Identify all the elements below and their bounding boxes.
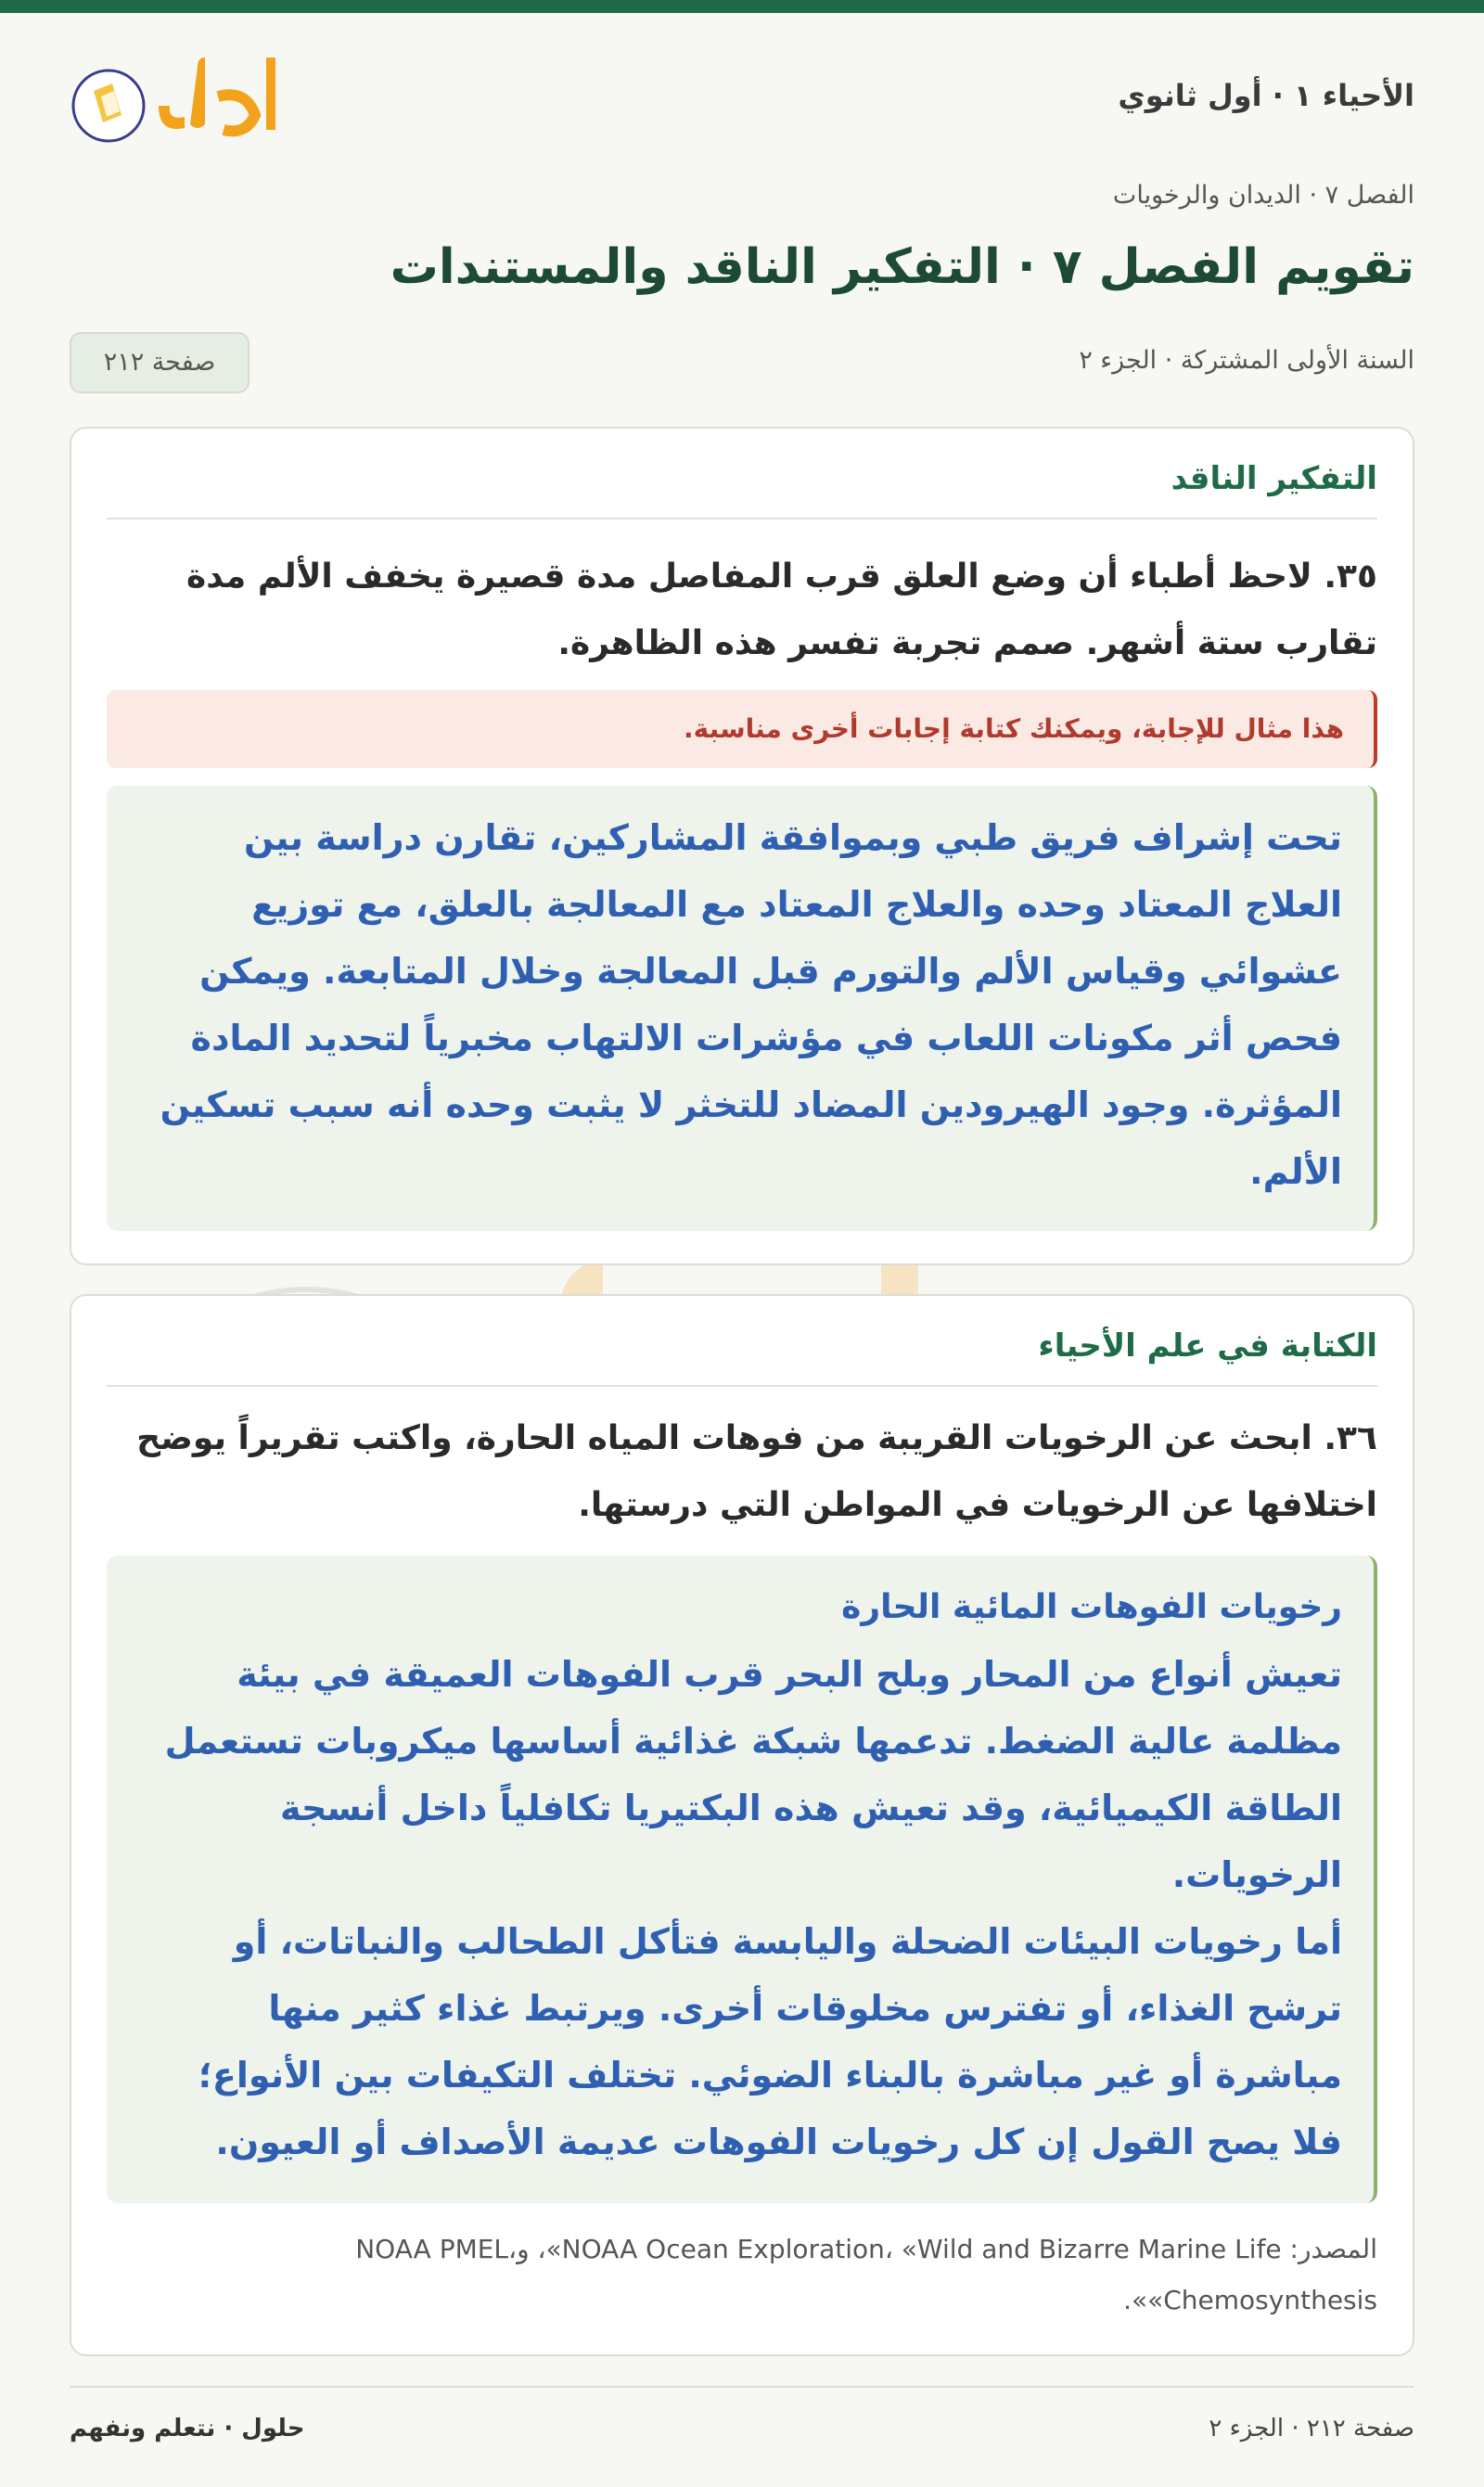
answer-36	[107, 1556, 1377, 2203]
question-36: ٣٦. ابحث عن الرخويات القريبة من فوهات المياه الحارة، واكتب تقريراً يوضح اختلافها عن الرخويات في المواطن التي درستها.	[136, 1419, 1377, 1524]
top-accent-bar	[0, 0, 1484, 13]
source-citation: المصدر: NOAA Ocean Exploration، «Wild and Bizarre Marine Life»، وNOAA PMEL، «Chemosynthesis».	[355, 2234, 1377, 2315]
critical-thinking-card	[70, 427, 1414, 1265]
meta-line: السنة الأولى المشتركة · الجزء ٢	[1079, 346, 1414, 375]
section-divider	[107, 1385, 1377, 1387]
sample-answer-note: هذا مثال للإجابة، ويمكنك كتابة إجابات أخرى مناسبة.	[107, 690, 1377, 768]
page-badge: صفحة ٢١٢	[70, 332, 249, 393]
footer-brand[interactable]: حلول · نتعلم ونفهم	[70, 2415, 305, 2442]
breadcrumb[interactable]: الفصل ٧ · الديدان والرخويات	[1112, 181, 1414, 210]
answer-paragraph: أما رخويات البيئات الضحلة واليابسة فتأكل الطحالب والنباتات، أو ترشح الغذاء، أو تفترس مخلوقات أخرى. ويرتبط غذاء كثير منها مباشرة أو غير مباشرة بالبناء الضوئي. تختلف التكيفات بين الأنواع؛ فلا يصح القول إن كل رخويات الفوهات عديمة الأصداف أو العيون.	[198, 1921, 1342, 2162]
page-header	[70, 50, 1414, 152]
book-title: الأحياء ١ · أول ثانوي	[1118, 78, 1414, 113]
answer-paragraph: تعيش أنواع من المحار وبلح البحر قرب الفوهات العميقة في بيئة مظلمة عالية الضغط. تدعمها شبكة غذائية أساسها ميكروبات تستعمل الطاقة الكيميائية، وقد تعيش هذه البكتيريا تكافلياً داخل أنسجة الرخويات.	[164, 1654, 1342, 1895]
section-title: التفكير الناقد	[1171, 460, 1377, 497]
answer-heading: رخويات الفوهات المائية الحارة	[841, 1588, 1342, 1626]
site-logo[interactable]	[70, 50, 320, 152]
section-divider	[107, 518, 1377, 519]
logo-icon	[70, 50, 320, 152]
footer-divider	[70, 2386, 1414, 2388]
question-35: ٣٥. لاحظ أطباء أن وضع العلق قرب المفاصل مدة قصيرة يخفف الألم مدة تقارب ستة أشهر. صمم تجربة تفسر هذه الظاهرة.	[186, 558, 1377, 662]
page-title: تقويم الفصل ٧ · التفكير الناقد والمستندات	[390, 239, 1414, 295]
biology-writing-card	[70, 1294, 1414, 2356]
footer-page-info: صفحة ٢١٢ · الجزء ٢	[1209, 2415, 1414, 2442]
section-title: الكتابة في علم الأحياء	[1038, 1327, 1377, 1365]
answer-35: تحت إشراف فريق طبي وبموافقة المشاركين، تقارن دراسة بين العلاج المعتاد وحده والعلاج المعتاد مع المعالجة بالعلق، مع توزيع عشوائي وقياس الألم والتورم قبل المعالجة وخلال المتابعة. ويمكن فحص أثر مكونات اللعاب في مؤشرات الالتهاب مخبرياً لتحديد المادة المؤثرة. وجود الهيرودين المضاد للتخثر لا يثبت وحده أنه سبب تسكين الألم.	[107, 786, 1377, 1231]
